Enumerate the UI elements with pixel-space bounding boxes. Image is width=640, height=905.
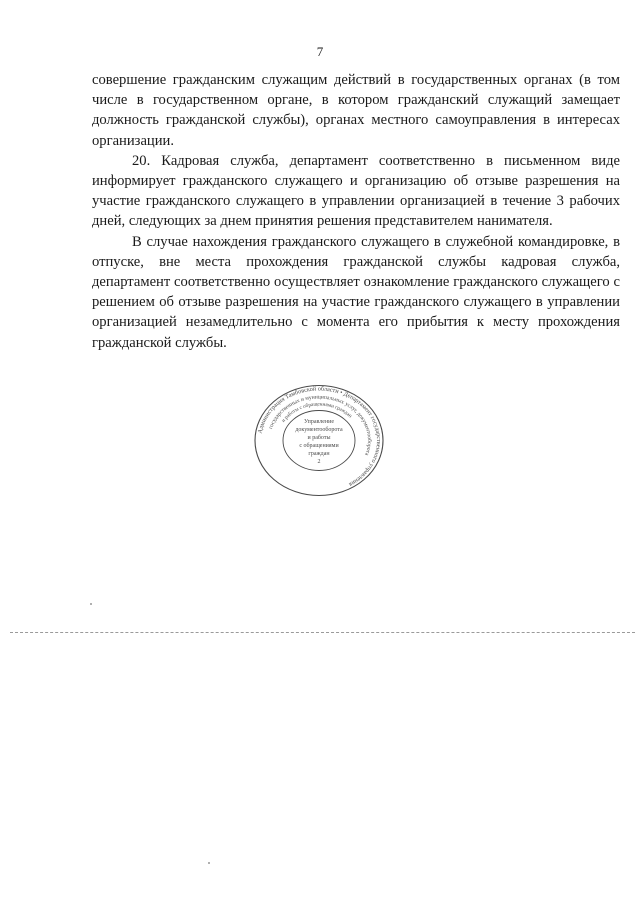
paragraph-business-trip: В случае нахождения гражданского служащего в служебной командировке, в отпуске, вне места прохождения гражданской службы кадровая служба, департамент соответственно осуществляет ознакомление гражданского служащего с решением об отзыве разрешения на участие гражданского служащего в управлении организацией незамедлительно с момента его прибытия к месту прохождения гражданской службы. xyxy=(92,233,620,351)
seal-inner-ring-text: и работы с обращениями граждан xyxy=(280,401,354,424)
seal-center-line-1: Управление xyxy=(303,419,335,425)
seal-center-line-5: граждан xyxy=(308,451,330,457)
scan-speck xyxy=(90,603,92,605)
paragraph-item-20: 20. Кадровая служба, департамент соответственно в письменном виде информирует гражданского служащего и организацию об отзыве разрешения на участие гражданского служащего в управлении организацией в течение 3 рабочих дней, следующих за днем принятия решения представителем нанимателя. xyxy=(92,152,620,230)
page-number: 7 xyxy=(316,44,324,59)
seal-center-line-4: с обращениями xyxy=(299,443,339,449)
seal-center-line-3: и работы xyxy=(307,435,331,441)
paragraph-continuation: совершение гражданским служащим действий в государственных органах (в том числе в государственном органе, в котором гражданский служащий замещает должность гражданской службы), органах местного самоуправления в интересах организации. xyxy=(92,72,620,149)
seal-outer-text: Администрация Тамбовской области • Департамент государственного управления xyxy=(256,385,383,488)
document-body xyxy=(92,70,620,353)
scan-speck xyxy=(208,862,210,864)
seal-middle-text: государственных и муниципальных услуг, документооборота xyxy=(267,394,373,457)
official-seal-stamp xyxy=(253,383,385,498)
seal-center-line-2: документооборота xyxy=(295,427,343,433)
seal-center-line-6: 2 xyxy=(317,459,321,465)
scan-artifact-line xyxy=(10,632,635,633)
